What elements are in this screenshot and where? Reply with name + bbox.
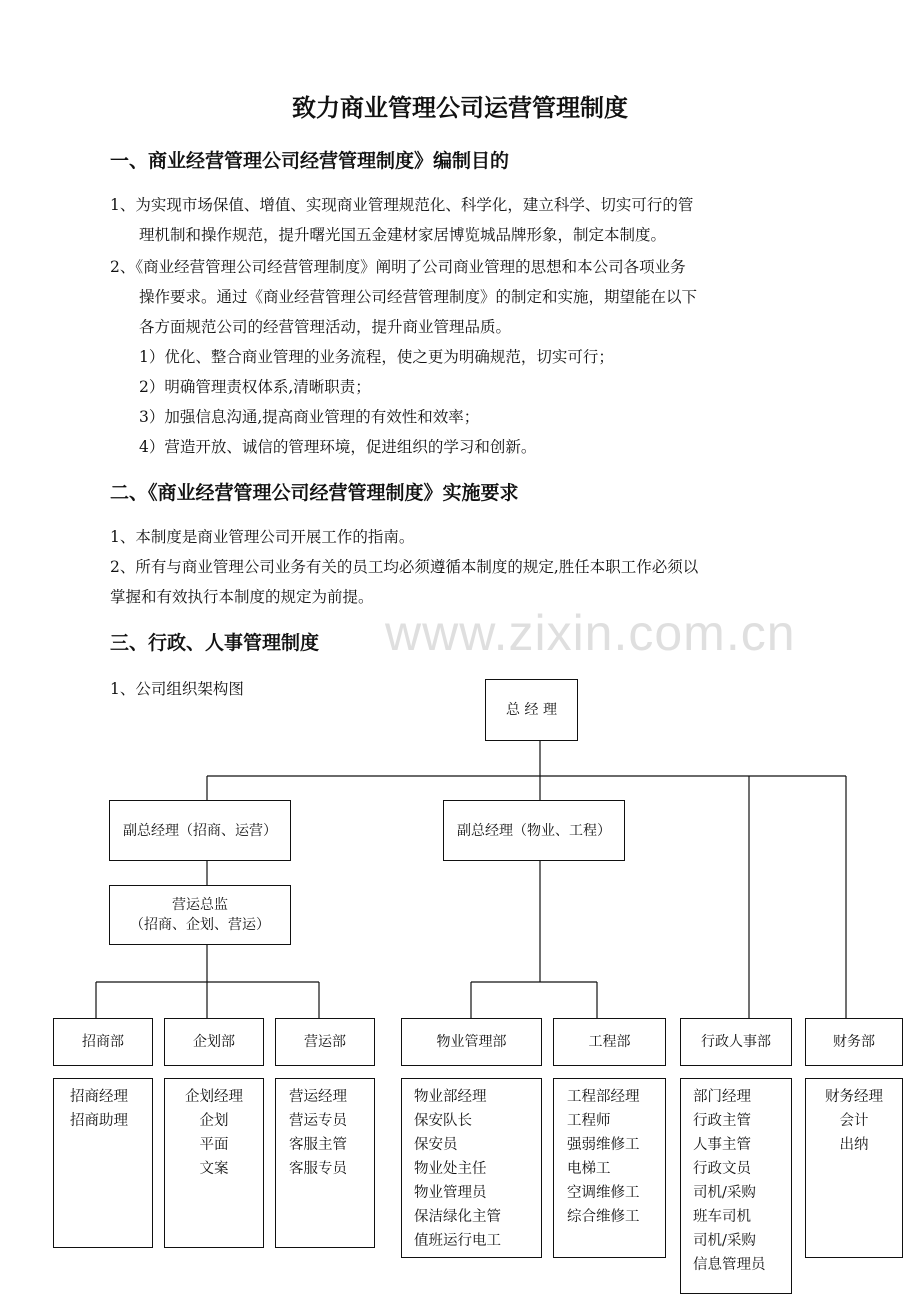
staff-item: 客服主管 (289, 1137, 347, 1153)
org-staff-operations (275, 1078, 375, 1248)
staff-item: 人事主管 (693, 1137, 751, 1153)
section3-subheading: 1、公司组织架构图 (110, 680, 244, 698)
section2-heading: 二、《商业经营管理公司经营管理制度》实施要求 (110, 482, 519, 504)
org-dept-engineering: 工程部 (553, 1018, 666, 1066)
staff-item: 综合维修工 (567, 1209, 640, 1225)
section1-item: 4）营造开放、诚信的管理环境，促进组织的学习和创新。 (139, 438, 537, 456)
org-staff-property (401, 1078, 542, 1258)
org-staff-engineering (553, 1078, 666, 1258)
staff-item: 信息管理员 (693, 1257, 766, 1273)
org-dept-leasing: 招商部 (53, 1018, 153, 1066)
watermark: www.zixin.com.cn (385, 605, 796, 661)
org-dept-operations: 营运部 (275, 1018, 375, 1066)
section1-p1-line1: 1、为实现市场保值、增值、实现商业管理规范化、科学化，建立科学、切实可行的管 (110, 196, 694, 214)
org-dept-admin-hr: 行政人事部 (680, 1018, 792, 1066)
staff-item: 行政主管 (693, 1113, 751, 1129)
staff-item: 保安员 (414, 1137, 458, 1153)
org-director-line1: 营运总监 (172, 897, 228, 913)
section1-p2-line3: 各方面规范公司的经营管理活动，提升商业管理品质。 (139, 318, 512, 336)
org-vp-leasing-operations: 副总经理（招商、运营） (109, 800, 291, 861)
staff-item: 企划经理 (185, 1089, 243, 1105)
staff-item: 工程部经理 (567, 1089, 640, 1105)
org-staff-finance (805, 1078, 903, 1258)
staff-item: 招商助理 (70, 1113, 128, 1129)
org-dept-finance: 财务部 (805, 1018, 903, 1066)
staff-item: 客服专员 (289, 1161, 347, 1177)
section1-heading: 一、商业经营管理公司经营管理制度》编制目的 (110, 150, 510, 172)
staff-item: 司机/采购 (693, 1185, 756, 1201)
staff-item: 物业管理员 (414, 1185, 487, 1201)
staff-item: 值班运行电工 (414, 1233, 501, 1249)
org-staff-leasing (53, 1078, 153, 1248)
section1-item: 3）加强信息沟通,提高商业管理的有效性和效率； (139, 408, 480, 426)
staff-item: 司机/采购 (693, 1233, 756, 1249)
staff-item: 班车司机 (693, 1209, 751, 1225)
org-staff-planning (164, 1078, 264, 1248)
staff-item: 保安队长 (414, 1113, 472, 1129)
staff-item: 空调维修工 (567, 1185, 640, 1201)
staff-item: 物业处主任 (414, 1161, 487, 1177)
org-operations-director (109, 885, 291, 945)
staff-item: 部门经理 (693, 1089, 751, 1105)
staff-item: 电梯工 (567, 1161, 611, 1177)
section1-item: 1）优化、整合商业管理的业务流程，使之更为明确规范，切实可行； (139, 348, 614, 366)
staff-item: 保洁绿化主管 (414, 1209, 501, 1225)
section1-p2-line1: 2、《商业经营管理公司经营管理制度》阐明了公司商业管理的思想和本公司各项业务 (110, 258, 686, 276)
org-vp-property-engineering: 副总经理（物业、工程） (443, 800, 625, 861)
staff-item: 平面 (199, 1137, 229, 1153)
staff-item: 会计 (839, 1113, 869, 1129)
staff-item: 物业部经理 (414, 1089, 487, 1105)
staff-item: 行政文员 (693, 1161, 751, 1177)
org-dept-planning: 企划部 (164, 1018, 264, 1066)
staff-item: 招商经理 (70, 1089, 128, 1105)
document-title: 致力商业管理公司运营管理制度 (292, 94, 628, 122)
staff-item: 文案 (199, 1161, 229, 1177)
org-director-line2: （招商、企划、营运） (130, 917, 270, 933)
staff-item: 企划 (199, 1113, 229, 1129)
section2-p2-line1: 2、所有与商业管理公司业务有关的员工均必须遵循本制度的规定,胜任本职工作必须以 (110, 558, 699, 576)
section3-heading: 三、行政、人事管理制度 (110, 632, 320, 654)
org-dept-property: 物业管理部 (401, 1018, 542, 1066)
staff-item: 营运专员 (289, 1113, 347, 1129)
section1-p1-line2: 理机制和操作规范，提升曙光国五金建材家居博览城品牌形象，制定本制度。 (139, 226, 667, 244)
staff-item: 工程师 (567, 1113, 611, 1129)
org-general-manager: 总 经 理 (485, 679, 578, 741)
section1-item: 2）明确管理责权体系,清晰职责； (139, 378, 371, 396)
section1-p2-line2: 操作要求。通过《商业经营管理公司经营管理制度》的制定和实施，期望能在以下 (139, 288, 698, 306)
staff-item: 营运经理 (289, 1089, 347, 1105)
org-staff-admin-hr (680, 1078, 792, 1294)
staff-item: 财务经理 (825, 1089, 883, 1105)
staff-item: 强弱维修工 (567, 1137, 640, 1153)
staff-item: 出纳 (839, 1137, 869, 1153)
section2-p1: 1、本制度是商业管理公司开展工作的指南。 (110, 528, 415, 546)
section2-p2-line2: 掌握和有效执行本制度的规定为前提。 (110, 588, 374, 606)
